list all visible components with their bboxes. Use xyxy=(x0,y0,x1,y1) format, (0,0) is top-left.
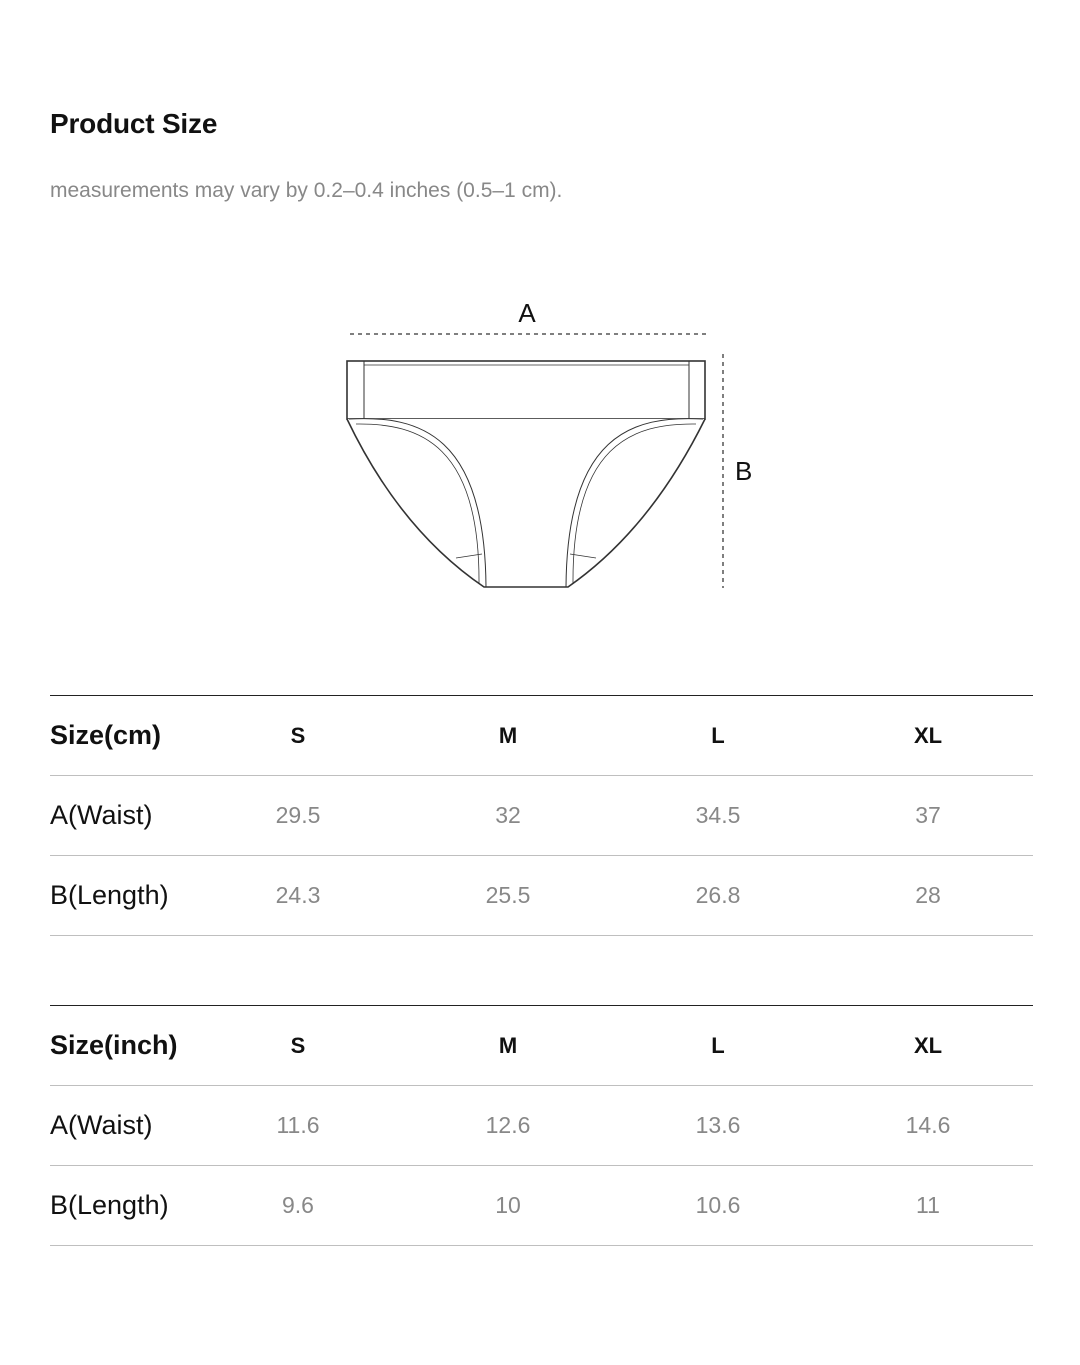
size-column-m: M xyxy=(498,722,518,748)
cell-value: 10.6 xyxy=(695,1192,741,1218)
cell-value: 37 xyxy=(915,802,941,828)
cell-value: 14.6 xyxy=(905,1112,951,1138)
cell-value: 10 xyxy=(495,1192,521,1218)
table-header-row xyxy=(50,1006,1033,1086)
cell-value: 28 xyxy=(915,882,941,908)
table-row xyxy=(50,1166,1033,1246)
cell-value: 13.6 xyxy=(695,1112,741,1138)
cell-value: 11.6 xyxy=(276,1112,320,1138)
cell-value: 25.5 xyxy=(485,882,531,908)
size-column-s: S xyxy=(290,1032,306,1058)
dimension-b-label: B xyxy=(735,456,753,486)
briefs-outline xyxy=(347,361,705,587)
page-title: Product Size xyxy=(50,108,218,139)
table-row xyxy=(50,776,1033,856)
size-column-xl: XL xyxy=(913,1032,943,1058)
size-column-m: M xyxy=(498,1032,518,1058)
size-column-l: L xyxy=(711,722,725,748)
table-header-label: Size(cm) xyxy=(50,720,162,750)
dimension-a-label: A xyxy=(518,298,536,328)
cell-value: 24.3 xyxy=(275,882,321,908)
row-label-length: B(Length) xyxy=(50,880,169,910)
table-header-label: Size(inch) xyxy=(50,1030,178,1060)
cell-value: 12.6 xyxy=(485,1112,531,1138)
cell-value: 34.5 xyxy=(695,802,741,828)
table-header-row xyxy=(50,696,1033,776)
size-table-inch xyxy=(50,1005,1033,1246)
table-row xyxy=(50,1086,1033,1166)
measurement-note: measurements may vary by 0.2–0.4 inches (0.5–1 cm). xyxy=(50,179,563,202)
row-label-length: B(Length) xyxy=(50,1190,169,1220)
table-row xyxy=(50,856,1033,936)
cell-value: 32 xyxy=(495,802,521,828)
size-column-xl: XL xyxy=(913,722,943,748)
cell-value: 29.5 xyxy=(275,802,321,828)
row-label-waist: A(Waist) xyxy=(50,800,153,830)
garment-diagram xyxy=(320,290,780,610)
cell-value: 9.6 xyxy=(282,1192,314,1218)
size-column-l: L xyxy=(711,1032,725,1058)
row-label-waist: A(Waist) xyxy=(50,1110,153,1140)
size-table-cm xyxy=(50,695,1033,936)
cell-value: 26.8 xyxy=(695,882,741,908)
size-column-s: S xyxy=(290,722,306,748)
cell-value: 11 xyxy=(916,1192,940,1218)
